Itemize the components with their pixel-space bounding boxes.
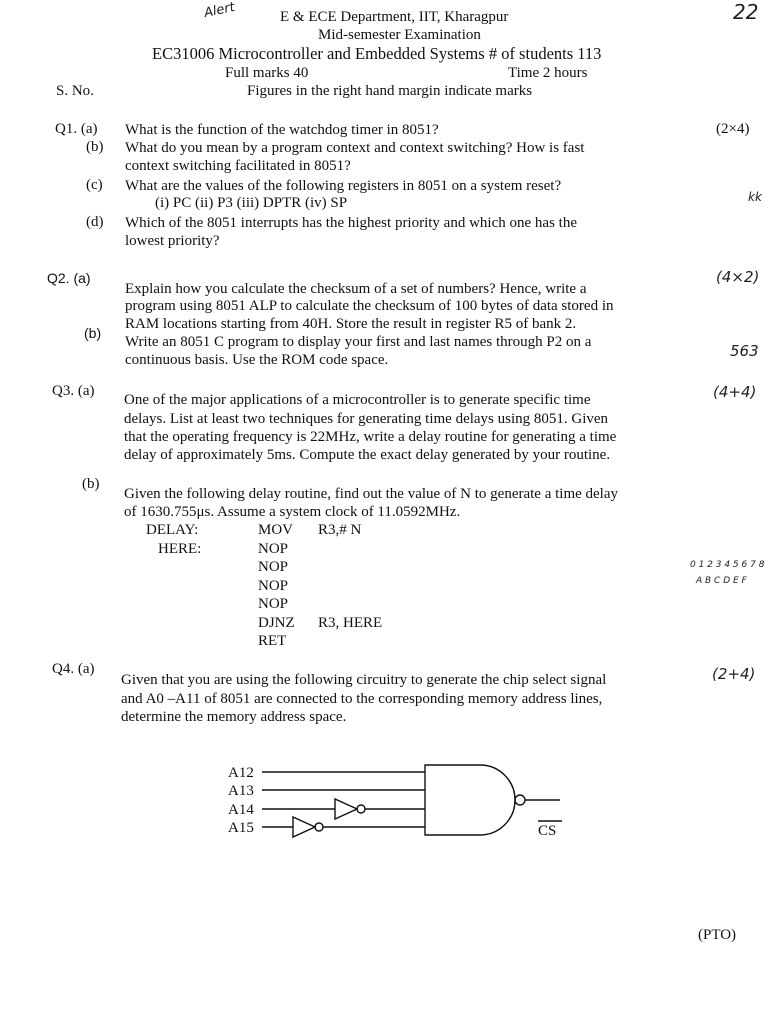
code-label: DELAY:: [146, 522, 199, 538]
q1-b-text-2: context switching facilitated in 8051?: [125, 158, 351, 174]
handwritten-note-top-right: 22: [733, 0, 759, 24]
handwritten-note-hex-letters: A B C D E F: [696, 576, 747, 586]
handwritten-note-hex-digits: 0 1 2 3 4 5 6 7 8: [690, 560, 765, 570]
q3-a-text-1: One of the major applications of a microcontroller is to generate specific time: [124, 392, 591, 408]
code-line: [146, 558, 382, 577]
chip-select-circuit: [220, 755, 580, 855]
input-label-a15: A15: [228, 820, 254, 836]
q2-a-text-1: Explain how you calculate the checksum of a set of numbers? Hence, write a: [125, 281, 587, 297]
q2-marks: (4×2): [716, 268, 760, 286]
q1-marks: (2×4): [716, 121, 750, 137]
code-arg: R3,# N: [318, 522, 362, 538]
q2-label: Q2. (a): [47, 270, 91, 286]
q2-b-label: (b): [84, 325, 102, 341]
code-arg: R3, HERE: [318, 614, 383, 631]
delay-routine-code: [146, 521, 382, 651]
department-heading: E & ECE Department, IIT, Kharagpur: [280, 9, 509, 25]
handwritten-note-q1: kk: [748, 190, 762, 204]
q2-a-text-2: program using 8051 ALP to calculate the checksum of 100 bytes of data stored in: [125, 298, 614, 314]
q1-c-label: (c): [86, 177, 103, 193]
output-label-cs: CS: [538, 823, 557, 839]
code-label: [146, 614, 258, 633]
q4-a-text-1: Given that you are using the following circuitry to generate the chip select signal: [121, 672, 607, 688]
q3-a-text-2: delays. List at least two techniques for generating time delays using 8051. Given: [124, 411, 609, 427]
handwritten-note-top-left: Alert: [202, 0, 237, 22]
code-op: NOP: [258, 540, 289, 557]
code-line: [146, 632, 382, 651]
exam-heading: Mid-semester Examination: [318, 27, 481, 43]
input-label-a13: A13: [228, 783, 254, 799]
code-op: RET: [258, 633, 287, 649]
code-label: [146, 632, 258, 651]
code-op: MOV: [258, 522, 294, 538]
code-label: [146, 577, 258, 596]
code-label: HERE:: [158, 540, 202, 557]
q2-b-text-1: Write an 8051 C program to display your first and last names through P2 on a: [125, 334, 592, 350]
q4-marks: (2+4): [712, 665, 756, 683]
q1-b-text-1: What do you mean by a program context and context switching? How is fast: [125, 140, 585, 156]
q1-c-text-1: What are the values of the following registers in 8051 on a system reset?: [125, 178, 562, 194]
q1-a-text: What is the function of the watchdog timer in 8051?: [125, 122, 439, 138]
a14-inverter: [335, 799, 357, 819]
q1-d-label: (d): [86, 214, 104, 230]
q1-label: Q1. (a): [55, 121, 98, 137]
code-line: [146, 595, 382, 614]
q3-label: Q3. (a): [52, 383, 95, 399]
q3-b-label: (b): [82, 476, 100, 492]
q1-d-text-2: lowest priority?: [125, 233, 220, 249]
nand-output-bubble: [515, 795, 525, 805]
q1-d-text-1: Which of the 8051 interrupts has the highest priority and which one has the: [125, 215, 577, 231]
time-allowed: Time 2 hours: [508, 65, 588, 81]
code-op: NOP: [258, 596, 289, 612]
q2-a-text-3: RAM locations starting from 40H. Store the result in register R5 of bank 2.: [125, 316, 577, 332]
instructions: Figures in the right hand margin indicate marks: [247, 83, 533, 99]
code-line: [146, 577, 382, 596]
please-turn-over: (PTO): [698, 927, 737, 943]
q1-c-text-2: (i) PC (ii) P3 (iii) DPTR (iv) SP: [155, 195, 348, 211]
q2-b-text-2: continuous basis. Use the ROM code space.: [125, 352, 389, 368]
input-label-a14: A14: [228, 802, 254, 818]
full-marks: Full marks 40: [225, 65, 309, 81]
q4-a-text-3: determine the memory address space.: [121, 709, 347, 725]
q3-b-text-2: of 1630.755μs. Assume a system clock of 11.0592MHz.: [124, 504, 461, 520]
code-op: DJNZ: [258, 614, 295, 631]
input-label-a12: A12: [228, 765, 254, 781]
q4-a-text-2: and A0 –A11 of 8051 are connected to the corresponding memory address lines,: [121, 691, 603, 707]
nand-gate: [425, 765, 515, 835]
code-label: [146, 595, 258, 614]
q4-label: Q4. (a): [52, 661, 95, 677]
code-op: NOP: [258, 559, 289, 575]
q3-a-text-3: that the operating frequency is 22MHz, write a delay routine for generating a time: [124, 429, 617, 445]
q3-marks: (4+4): [713, 383, 757, 401]
a15-inverter: [293, 817, 315, 837]
code-op: NOP: [258, 577, 289, 594]
code-label: [146, 558, 258, 577]
handwritten-note-q2: 563: [730, 342, 759, 360]
course-heading: EC31006 Microcontroller and Embedded Systems # of students 113: [152, 44, 602, 63]
q3-b-text-1: Given the following delay routine, find out the value of N to generate a time delay: [124, 486, 619, 502]
code-line: [146, 540, 382, 559]
code-line: [146, 521, 382, 540]
q1-b-label: (b): [86, 139, 104, 155]
q3-a-text-4: delay of approximately 5ms. Compute the exact delay generated by your routine.: [124, 447, 611, 463]
serial-number-heading: S. No.: [56, 83, 94, 99]
code-line: [146, 614, 382, 633]
